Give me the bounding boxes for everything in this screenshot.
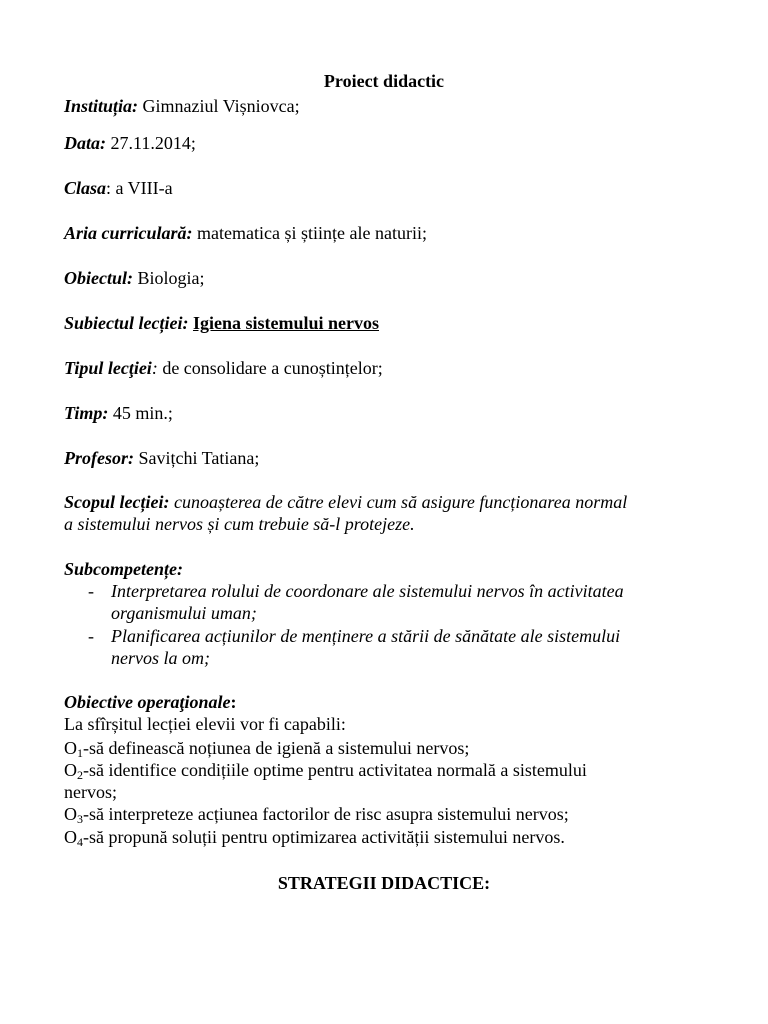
subcompetenta-1-line-1: Interpretarea rolului de coordonare ale sistemului nervos în activitatea — [111, 581, 624, 601]
objective-o3: $O_3-să$ interpreteze acțiunea factorilor de risc asupra sistemului nervos; — [64, 804, 569, 826]
objective-o2-continuation: nervos; — [64, 782, 117, 802]
field-value: de consolidare a cunoștințelor; — [157, 358, 383, 378]
field-obiectul — [64, 267, 205, 289]
field-tipul — [64, 357, 383, 379]
field-value: Savițchi Tatiana; — [134, 448, 260, 468]
field-value: Gimnaziul Vișniovca; — [138, 96, 300, 116]
field-institutia — [64, 95, 300, 117]
objectives-heading: Obiective operaţionale: — [64, 692, 237, 712]
field-data — [64, 132, 196, 154]
field-value: matematica și științe ale naturii; — [192, 223, 427, 243]
field-label: Data: — [64, 133, 106, 153]
bullet-dash: - — [88, 581, 94, 601]
subcompetenta-1-line-2: organismului uman; — [111, 603, 257, 623]
field-colon: : — [151, 358, 158, 378]
subcompetente-heading: Subcompetențe: — [64, 559, 183, 579]
field-label: Timp: — [64, 403, 109, 423]
strategies-heading: STRATEGII DIDACTICE: — [277, 873, 491, 893]
field-clasa — [64, 177, 173, 199]
scope-label: Scopul lecției: — [64, 492, 170, 512]
field-label: Instituția: — [64, 96, 139, 116]
objectives-intro: La sfîrșitul lecției elevii vor fi capabili: — [64, 714, 346, 734]
objective-o1: $O_1-să$ definească noțiunea de igienă a sistemului nervos; — [64, 738, 470, 760]
field-label: Subiectul lecției: — [64, 313, 189, 333]
field-label: Clasa — [64, 178, 107, 198]
field-value: : a VIII-a — [106, 178, 173, 198]
field-value: 45 min.; — [108, 403, 173, 423]
subcompetenta-2-line-1: Planificarea acțiunilor de menținere a stării de sănătate ale sistemului — [111, 626, 621, 646]
field-value: Biologia; — [133, 268, 205, 288]
field-subiectul — [64, 312, 379, 334]
bullet-dash: - — [88, 626, 94, 646]
scope-text: cunoașterea de către elevi cum să asigure funcționarea normal — [169, 492, 628, 512]
field-label: Obiectul: — [64, 268, 133, 288]
scope-line-2: a sistemului nervos și cum trebuie să-l protejeze. — [64, 514, 415, 534]
field-label: Aria curriculară: — [64, 223, 193, 243]
field-value: 27.11.2014; — [106, 133, 196, 153]
field-label: Tipul lecţiei — [64, 358, 152, 378]
objective-o2: $O_2-să$ identifice condițiile optime pentru activitatea normală a sistemului — [64, 760, 587, 782]
field-profesor — [64, 447, 259, 469]
field-aria-curriculara — [64, 222, 427, 244]
lesson-subject: Igiena sistemului nervos — [192, 313, 379, 333]
field-timp — [64, 402, 173, 424]
subcompetenta-2-line-2: nervos la om; — [111, 648, 210, 668]
field-label: Profesor: — [64, 448, 134, 468]
document-title: Proiect didactic — [323, 71, 445, 91]
scope-line-1 — [64, 491, 627, 513]
objective-o4: $O_4-să$ propună soluții pentru optimizarea activității sistemului nervos. — [64, 827, 565, 849]
